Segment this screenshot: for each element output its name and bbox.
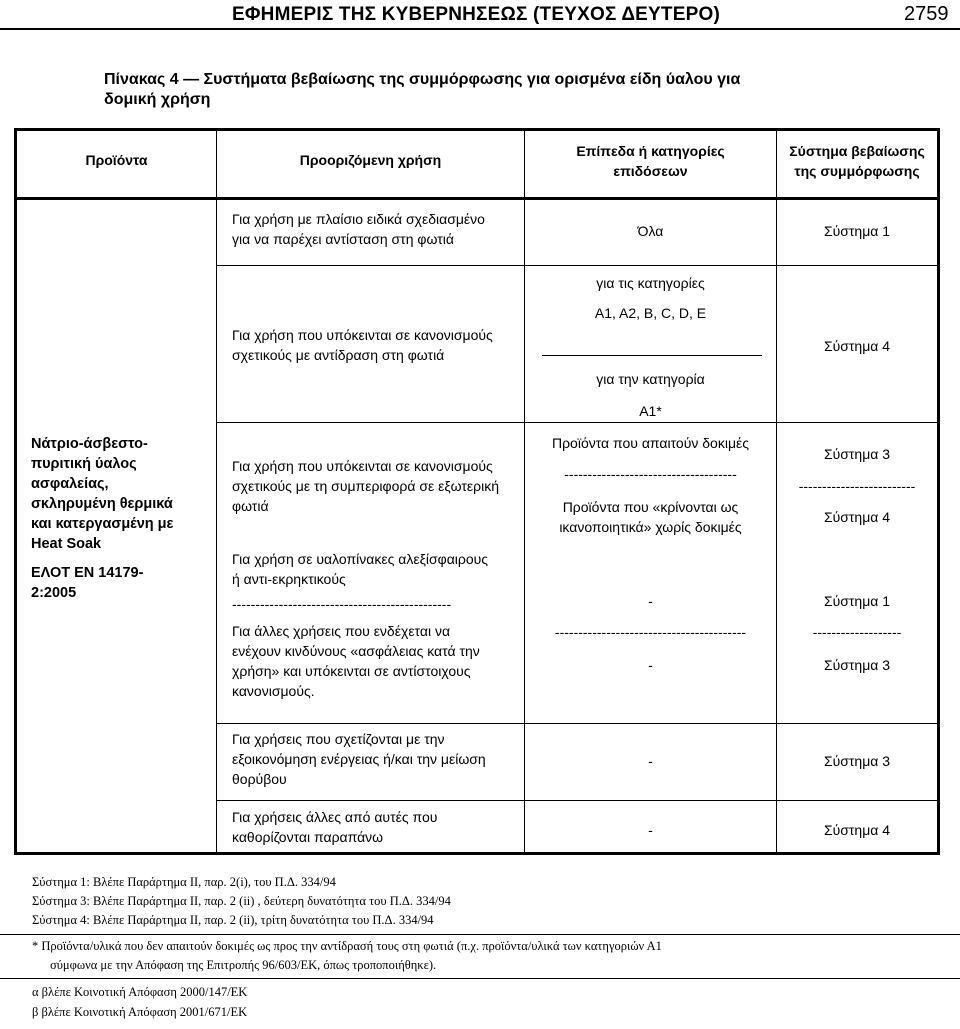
product-description — [31, 434, 211, 603]
notes-divider-1 — [0, 934, 960, 935]
use-line: Για άλλες χρήσεις που ενδέχεται να — [232, 623, 451, 639]
col-divider-1 — [216, 131, 217, 852]
product-standard: ΕΛΟΤ ΕΝ 14179- — [31, 565, 144, 581]
caption-line-1: Πίνακας 4 — Συστήματα βεβαίωσης της συμμόρφωσης για ορισμένα είδη ύαλου για — [104, 71, 741, 88]
note-beta: β βλέπε Κοινοτική Απόφαση 2001/671/ΕΚ — [32, 1005, 248, 1019]
use-separator: ----------------------------------------------- — [232, 596, 452, 612]
header-levels-line-1: Επίπεδα ή κατηγορίες — [576, 143, 725, 159]
row3-level-c: ικανοποιητικά» χωρίς δοκιμές — [559, 519, 742, 535]
header-levels-line-2: επιδόσεων — [613, 163, 688, 179]
row1-system: Σύστημα 1 — [823, 223, 891, 239]
use-line: σχετικούς με αντίδραση στη φωτιά — [232, 347, 445, 363]
row3-use — [232, 456, 499, 516]
row2-level-a: για τις κατηγορίες — [596, 275, 705, 291]
product-line: ασφαλείας, — [31, 476, 109, 492]
note-asterisk-cont: σύμφωνα με την Απόφαση της Επιτροπής 96/603/ΕΚ, όπως τροποποιήθηκε). — [50, 958, 437, 972]
header-performance-levels — [525, 141, 776, 181]
row2-level-d: A1* — [639, 403, 662, 419]
product-line: και κατεργασμένη με — [31, 516, 174, 532]
gazette-title: ΕΦΗΜΕΡΙΣ ΤΗΣ ΚΥΒΕΡΝΗΣΕΩΣ (ΤΕΥΧΟΣ ΔΕΥΤΕΡΟ) — [232, 4, 720, 25]
note-system-1: Σύστημα 1: Βλέπε Παράρτημα ΙΙ, παρ. 2(i), του Π.Δ. 334/94 — [32, 875, 336, 889]
use-line: θορύβου — [232, 771, 287, 787]
row4-level-separator: ----------------------------------------- — [554, 624, 747, 640]
header-rule — [0, 28, 960, 30]
page-header — [0, 0, 960, 34]
row4-use — [232, 549, 488, 701]
product-standard-year: 2:2005 — [31, 585, 77, 601]
row-divider-3 — [217, 723, 937, 724]
row4-level-a: - — [648, 593, 653, 609]
use-line: ή αντι-εκρηκτικούς — [232, 571, 346, 587]
row2-use — [232, 325, 493, 365]
use-line: φωτιά — [232, 498, 269, 514]
row-divider-1 — [217, 265, 937, 266]
category-rule — [542, 355, 762, 356]
use-line: Για χρήση που υπόκεινται σε κανονισμούς — [232, 458, 493, 474]
page-number: 2759 — [904, 3, 949, 25]
use-line: για να παρέχει αντίσταση στη φωτιά — [232, 231, 454, 247]
use-line: Για χρήση που υπόκεινται σε κανονισμούς — [232, 327, 493, 343]
use-line: Για χρήση με πλαίσιο ειδικά σχεδιασμένο — [232, 211, 485, 227]
use-line: χρήση» και υπόκεινται σε αντίστοιχους — [232, 663, 471, 679]
caption-line-2: δομική χρήση — [104, 91, 211, 108]
use-line: Για χρήσεις άλλες από αυτές που — [232, 809, 438, 825]
row6-level: - — [648, 822, 653, 838]
header-system-line-2: της συμμόρφωσης — [794, 163, 920, 179]
row1-use — [232, 209, 485, 249]
row4-system-b: Σύστημα 3 — [823, 657, 891, 673]
note-system-3: Σύστημα 3: Βλέπε Παράρτημα ΙΙ, παρ. 2 (ii) , δεύτερη δυνατότητα του Π.Δ. 334/94 — [32, 894, 451, 908]
row-divider-4 — [217, 800, 937, 801]
product-line: πυριτική ύαλος — [31, 456, 137, 472]
use-line: καθορίζονται παραπάνω — [232, 829, 384, 845]
note-alpha: α βλέπε Κοινοτική Απόφαση 2000/147/ΕΚ — [32, 985, 248, 999]
row3-system-b: Σύστημα 4 — [823, 509, 891, 525]
row-divider-2 — [217, 422, 937, 423]
product-line: Heat Soak — [31, 536, 102, 552]
row5-system: Σύστημα 3 — [823, 753, 891, 769]
row6-system: Σύστημα 4 — [823, 822, 891, 838]
row2-level-c: για την κατηγορία — [596, 371, 705, 387]
row4-system-separator: ------------------- — [812, 624, 902, 640]
note-system-4: Σύστημα 4: Βλέπε Παράρτημα ΙΙ, παρ. 2 (ii), τρίτη δυνατότητα του Π.Δ. 334/94 — [32, 913, 434, 927]
row1-level: Όλα — [637, 223, 664, 239]
header-products: Προϊόντα — [85, 152, 148, 168]
row4-system-a: Σύστημα 1 — [823, 593, 891, 609]
row3-level-separator: ------------------------------------- — [564, 466, 737, 482]
note-asterisk: * Προϊόντα/υλικά που δεν απαιτούν δοκιμές ως προς την αντίδρασή τους στη φωτιά (π.χ. προϊόντα/υλικά των κατηγοριών Α1 — [32, 939, 662, 953]
row2-system: Σύστημα 4 — [823, 338, 891, 354]
row6-use — [232, 807, 437, 847]
use-line: Για χρήση σε υαλοπίνακες αλεξίσφαιρους — [232, 551, 489, 567]
header-attestation-system — [777, 141, 937, 181]
row3-level-a: Προϊόντα που απαιτούν δοκιμές — [551, 435, 750, 451]
row3-system-a: Σύστημα 3 — [823, 446, 891, 462]
use-line: κανονισμούς. — [232, 683, 315, 699]
row3-level-b: Προϊόντα που «κρίνονται ως — [562, 499, 739, 515]
row4-level-b: - — [648, 657, 653, 673]
header-system-line-1: Σύστημα βεβαίωσης — [789, 143, 925, 159]
notes-divider-2 — [0, 978, 960, 979]
header-intended-use: Προοριζόμενη χρήση — [299, 152, 442, 168]
row5-level: - — [648, 753, 653, 769]
use-line: σχετικούς με τη συμπεριφορά σε εξωτερική — [232, 478, 499, 494]
use-line: ενέχουν κινδύνους «ασφάλειας κατά την — [232, 643, 480, 659]
row5-use — [232, 729, 486, 789]
conformity-table — [14, 128, 940, 855]
table-caption — [104, 70, 904, 110]
use-line: εξοικονόμηση ενέργειας ή/και την μείωση — [232, 751, 486, 767]
product-line: σκληρυμένη θερμικά — [31, 496, 173, 512]
header-divider — [17, 197, 937, 200]
row3-system-separator: ------------------------- — [798, 478, 916, 494]
product-line: Νάτριο-άσβεστο- — [31, 436, 148, 452]
use-line: Για χρήσεις που σχετίζονται με την — [232, 731, 445, 747]
row2-level-b: A1, A2, B, C, D, E — [594, 305, 707, 321]
